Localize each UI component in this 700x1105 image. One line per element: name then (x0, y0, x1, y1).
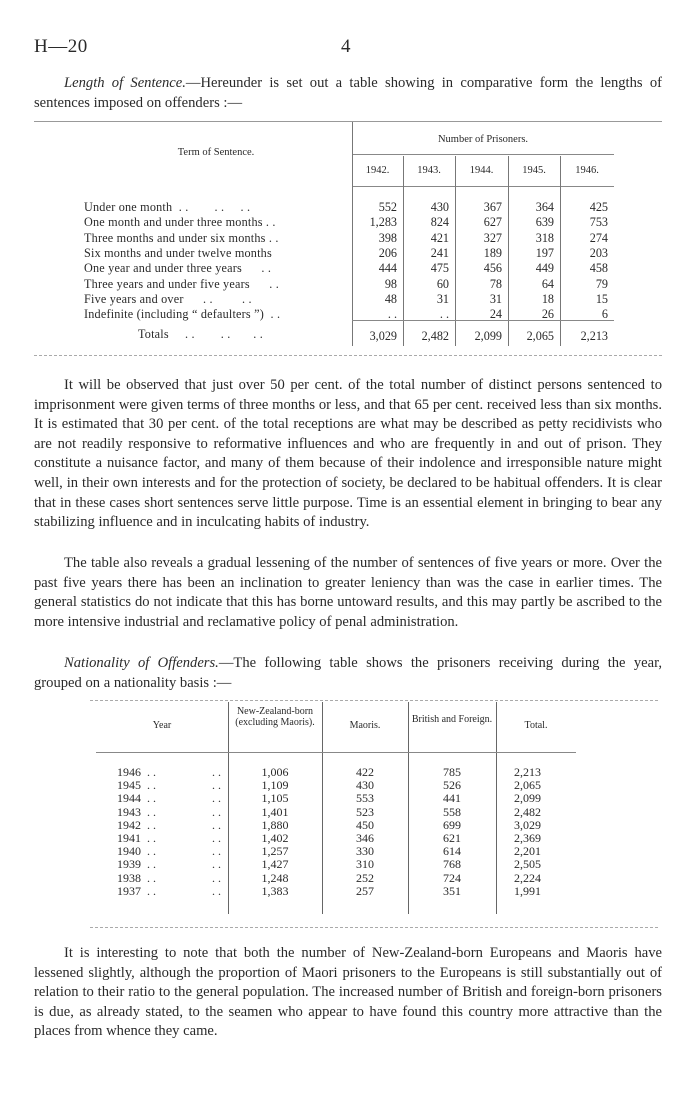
table-cell: 257 (356, 883, 374, 898)
term-label: Three months and under six months . . (84, 230, 279, 245)
leader-dots: . . (212, 857, 221, 872)
table-cell: 1,427 (261, 857, 289, 872)
table-cell: 627 (483, 215, 502, 230)
paragraph-3 (34, 654, 662, 693)
table-cell: 458 (589, 261, 608, 276)
year-cell: 1937 . . (117, 883, 156, 898)
column-header: Maoris. (349, 720, 381, 731)
table-cell: 2,224 (514, 870, 541, 885)
table-cell: 26 (541, 307, 554, 322)
nationality-intro: —The following table shows the prisoners receiving during the year, grouped on a nationality basis :— (34, 655, 663, 691)
term-label: Under one month . . . . . . (84, 200, 251, 214)
table-cell: 753 (589, 215, 608, 230)
table-cell: 1,991 (514, 883, 541, 898)
paragraph-4: It is interesting to note that both the number of New-Zealand-born Europeans and Maoris have lessened slightly, although the proportion of Maori prisoners to the Europeans is still substantially out of relation to their ratio to the general population. The increased number of British and foreign-born prisoners is due, as already stated, to the seamen who appear to have found this country more attractive than the places from whence they came. (34, 945, 662, 1040)
table-cell: 310 (356, 857, 374, 872)
table-cell: 241 (430, 245, 449, 260)
leader-dots: . . (212, 870, 221, 885)
table-cell: 206 (378, 245, 397, 260)
table-cell: 1,257 (261, 844, 289, 859)
column-header: British and Foreign. (411, 714, 493, 725)
year-header: 1945. (522, 165, 546, 176)
table-cell: 614 (443, 844, 461, 859)
total-cell: 2,482 (421, 329, 449, 343)
leader-dots: . . (212, 765, 221, 779)
years-rule (352, 186, 614, 187)
table-cell: 1,105 (261, 791, 289, 806)
column-rule (322, 702, 323, 914)
table-cell: 60 (436, 276, 449, 291)
column-header: Total. (524, 720, 548, 731)
table-cell: 15 (595, 291, 608, 306)
table-bottom-rule (34, 355, 662, 356)
table-cell: 78 (489, 276, 502, 291)
table-cell: 31 (489, 291, 502, 306)
table-cell: 430 (356, 778, 374, 793)
term-label: One month and under three months . . (84, 215, 276, 230)
term-header: Term of Sentence. (177, 147, 255, 158)
table-cell: 31 (436, 291, 449, 306)
term-label: Three years and under five years . . (84, 276, 279, 291)
table-cell: 24 (489, 307, 502, 322)
table-cell: 639 (535, 215, 554, 230)
table-cell: 18 (541, 291, 554, 306)
table-cell: 203 (589, 245, 608, 260)
table-cell: 553 (356, 791, 374, 806)
header-rule (96, 752, 576, 753)
total-cell: 2,213 (580, 329, 608, 343)
nat-table-bottom-rule (90, 927, 658, 928)
table-cell: 364 (535, 200, 554, 214)
table-cell: 450 (356, 817, 374, 832)
totals-rule (352, 320, 614, 321)
totals-label: Totals . . . . . . (138, 327, 263, 341)
table-cell: 64 (541, 276, 554, 291)
table-cell: 1,283 (369, 215, 397, 230)
table-cell: 2,099 (514, 791, 541, 806)
table-cell: . . (387, 307, 397, 322)
intro-heading: Length of Sentence. (64, 75, 186, 91)
table-cell: 6 (601, 307, 608, 322)
total-cell: 3,029 (369, 329, 397, 343)
column-rule (496, 702, 497, 914)
leader-dots: . . (212, 883, 221, 898)
leader-dots: . . (212, 817, 221, 832)
term-label: Five years and over . . . . (84, 291, 252, 306)
column-header: Year (152, 720, 172, 731)
year-cell: 1940 . . (117, 844, 156, 859)
year-cell: 1939 . . (117, 857, 156, 872)
total-cell: 2,099 (474, 329, 502, 343)
table-cell: 1,006 (261, 765, 289, 779)
table-cell: 318 (535, 230, 554, 245)
table-cell: 552 (378, 200, 397, 214)
table-cell: 2,482 (514, 804, 541, 819)
year-cell: 1938 . . (117, 870, 156, 885)
table-cell: 79 (595, 276, 608, 291)
table-cell: 346 (356, 831, 374, 845)
table-cell: 367 (483, 200, 502, 214)
paragraph-1: It will be observed that just over 50 per cent. of the total number of distinct persons sentenced to imprisonment were given terms of three months or less, and that 65 per cent. received less than six months. It is estimated that 30 per cent. of the total receptions are what may be described as petty recidivists who are not readily responsive to reformative influences and who are frequently in and out of prison. They constitute a nuisance factor, and many of them because of their indolence and irresponsible nature might well, in their own interests and for the protection of society, be declared to be habitual offenders. It is clear that in these cases short sentences serve little purpose. Time is an essential element in bringing to bear any stabilizing influence and in inculcating habits of industry. (34, 377, 662, 531)
table-cell: 768 (443, 857, 461, 872)
leader-dots: . . (212, 778, 221, 793)
year-cell: 1942 . . (117, 817, 156, 832)
table-cell: 456 (483, 261, 502, 276)
year-cell: 1946 . . (117, 765, 156, 779)
year-header: 1946. (575, 165, 599, 176)
table-cell: 2,201 (514, 844, 541, 859)
year-cell: 1945 . . (117, 778, 156, 793)
year-header: 1942. (365, 165, 390, 176)
table-cell: 1,109 (261, 778, 289, 793)
table-top-rule (34, 121, 662, 122)
table-cell: 48 (384, 291, 397, 306)
table-cell: 441 (443, 791, 461, 806)
table-cell: 526 (443, 778, 461, 793)
table-cell: 274 (589, 230, 608, 245)
total-cell: 2,065 (526, 329, 554, 343)
table-cell: 189 (483, 245, 502, 260)
term-label: One year and under three years . . (84, 261, 272, 276)
year-cell: 1944 . . (117, 791, 156, 806)
table-cell: 523 (356, 804, 374, 819)
table-cell: 699 (443, 817, 461, 832)
column-header: New-Zealand-born (excluding Maoris). (235, 706, 315, 728)
table-cell: 3,029 (514, 817, 541, 832)
column-rule (408, 702, 409, 914)
year-header: 1943. (417, 165, 441, 176)
table-cell: 2,505 (514, 857, 541, 872)
table-cell: 785 (443, 765, 461, 779)
table-cell: 1,248 (261, 870, 289, 885)
table-cell: 2,369 (514, 831, 541, 845)
table-cell: 252 (356, 870, 374, 885)
table-cell: 1,401 (261, 804, 289, 819)
leader-dots: . . (212, 844, 221, 859)
table-cell: 621 (443, 831, 461, 845)
table-cell: 444 (378, 261, 397, 276)
term-label: Indefinite (including “ defaulters ”) . . (84, 307, 281, 322)
table-cell: 1,383 (261, 883, 289, 898)
table-cell: 197 (535, 245, 554, 260)
table-cell: 422 (356, 765, 374, 779)
year-cell: 1941 . . (117, 831, 156, 845)
table-cell: 327 (483, 230, 502, 245)
table-cell: 430 (430, 200, 449, 214)
table-cell: 449 (535, 261, 554, 276)
paragraph-2: The table also reveals a gradual lessening of the number of sentences of five years or more. Over the past five years there has been an inclination to greater leniency than was the case in earlier times. The general statistics do not indicate that this has borne untoward results, and this may partly be ascribed to the more intensive industrial and reclamative policy of penal administration. (34, 555, 662, 630)
table-cell: 398 (378, 230, 397, 245)
table-cell: . . (439, 307, 449, 322)
table-cell: 425 (589, 200, 608, 214)
leader-dots: . . (212, 804, 221, 819)
table-cell: 1,880 (261, 817, 289, 832)
column-rule (228, 702, 229, 914)
leader-dots: . . (212, 791, 221, 806)
year-cell: 1943 . . (117, 804, 156, 819)
table-cell: 1,402 (261, 831, 289, 845)
prisoners-group-header: Number of Prisoners. (437, 134, 529, 145)
table-cell: 724 (443, 870, 461, 885)
table-cell: 2,213 (514, 765, 541, 779)
table-cell: 421 (430, 230, 449, 245)
leader-dots: . . (212, 831, 221, 845)
table-cell: 824 (430, 215, 449, 230)
page-number: 4 (341, 36, 351, 57)
report-reference: H—20 (34, 36, 88, 57)
table-cell: 330 (356, 844, 374, 859)
term-label: Six months and under twelve months (84, 245, 272, 260)
table-cell: 558 (443, 804, 461, 819)
table-cell: 475 (430, 261, 449, 276)
intro-text: —Hereunder is set out a table showing in comparative form the lengths of sentences imposed on offenders :— (34, 75, 662, 111)
group-header-rule (352, 154, 614, 155)
intro-paragraph (34, 74, 662, 113)
nat-table-top-rule (90, 700, 658, 701)
year-header: 1944. (469, 165, 494, 176)
nationality-heading: Nationality of Offenders. (64, 655, 219, 671)
table-cell: 351 (443, 883, 461, 898)
table-cell: 98 (384, 276, 397, 291)
table-cell: 2,065 (514, 778, 541, 793)
